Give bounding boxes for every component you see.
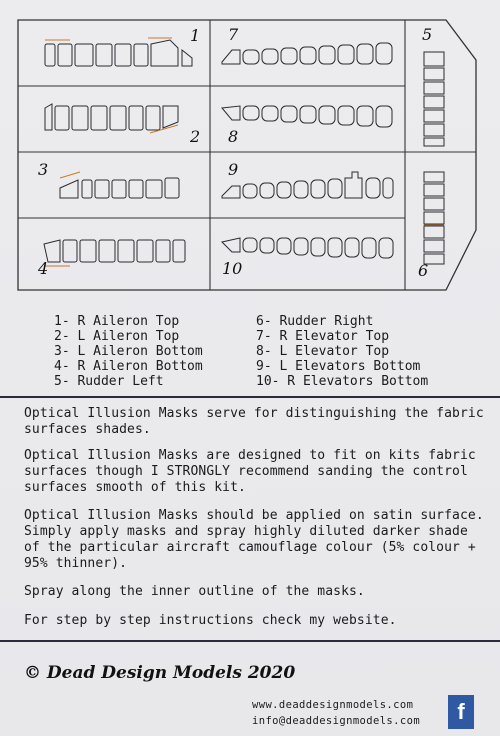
panel-10-masks bbox=[222, 238, 393, 258]
instruction-paragraph: Optical Illusion Masks are designed to fit on kits fabric surfaces though I STRONGLY recommend sanding the control surfaces smooth of this kit. bbox=[24, 448, 476, 495]
panel-number-4: 4 bbox=[38, 259, 49, 278]
legend-item: 7- R Elevator Top bbox=[256, 329, 390, 344]
panel-number-5: 5 bbox=[422, 25, 433, 44]
panel-number-9: 9 bbox=[228, 160, 239, 179]
legend-item: 8- L Elevator Top bbox=[256, 344, 390, 359]
legend-item: 6- Rudder Right bbox=[256, 314, 374, 329]
panel-number-1: 1 bbox=[190, 26, 201, 45]
legend-item: 2- L Aileron Top bbox=[54, 329, 180, 344]
mask-sheet-outline bbox=[18, 20, 476, 290]
legend-item: 9- L Elevators Bottom bbox=[256, 359, 421, 374]
legend-item: 3- L Aileron Bottom bbox=[54, 344, 203, 359]
legend-item: 10- R Elevators Bottom bbox=[256, 374, 429, 389]
panel-number-6: 6 bbox=[418, 261, 429, 280]
panel-7-masks bbox=[222, 43, 392, 64]
panel-6-masks bbox=[424, 172, 444, 264]
section-divider-bottom bbox=[0, 640, 500, 642]
panel-8-masks bbox=[222, 106, 392, 127]
website-link[interactable]: www.deaddesignmodels.com bbox=[252, 699, 414, 711]
panel-number-3: 3 bbox=[38, 160, 49, 179]
panel-3-masks bbox=[60, 172, 179, 198]
facebook-icon[interactable]: f bbox=[448, 695, 474, 729]
panel-9-masks bbox=[222, 172, 393, 198]
panel-5-masks bbox=[424, 52, 444, 146]
legend-column-left bbox=[54, 314, 203, 389]
email-link[interactable]: info@deaddesignmodels.com bbox=[252, 715, 421, 727]
panel-number-7: 7 bbox=[228, 25, 239, 44]
instruction-paragraph: For step by step instructions check my website. bbox=[24, 613, 397, 628]
panel-number-2: 2 bbox=[190, 127, 201, 146]
legend-item: 4- R Aileron Bottom bbox=[54, 359, 203, 374]
panel-1-masks bbox=[45, 38, 192, 66]
legend-column-right bbox=[256, 314, 428, 389]
instruction-paragraph: Spray along the inner outline of the masks. bbox=[24, 584, 365, 599]
mask-layout bbox=[0, 0, 500, 300]
panel-4-masks bbox=[44, 240, 185, 266]
brand-signature: © Dead Design Models 2020 bbox=[24, 663, 296, 683]
instruction-paragraph: Optical Illusion Masks serve for distinguishing the fabric surfaces shades. bbox=[24, 406, 484, 437]
legend-item: 1- R Aileron Top bbox=[54, 314, 180, 329]
section-divider-top bbox=[0, 396, 500, 398]
panel-number-8: 8 bbox=[228, 127, 239, 146]
panel-2-masks bbox=[45, 104, 178, 133]
panel-number-10: 10 bbox=[222, 259, 243, 278]
instruction-paragraph: Optical Illusion Masks should be applied on satin surface. Simply apply masks and spray highly diluted darker shade of the particular aircraft camouflage colour (5% colour + 95% thinner). bbox=[24, 508, 484, 571]
legend-item: 5- Rudder Left bbox=[54, 374, 164, 389]
